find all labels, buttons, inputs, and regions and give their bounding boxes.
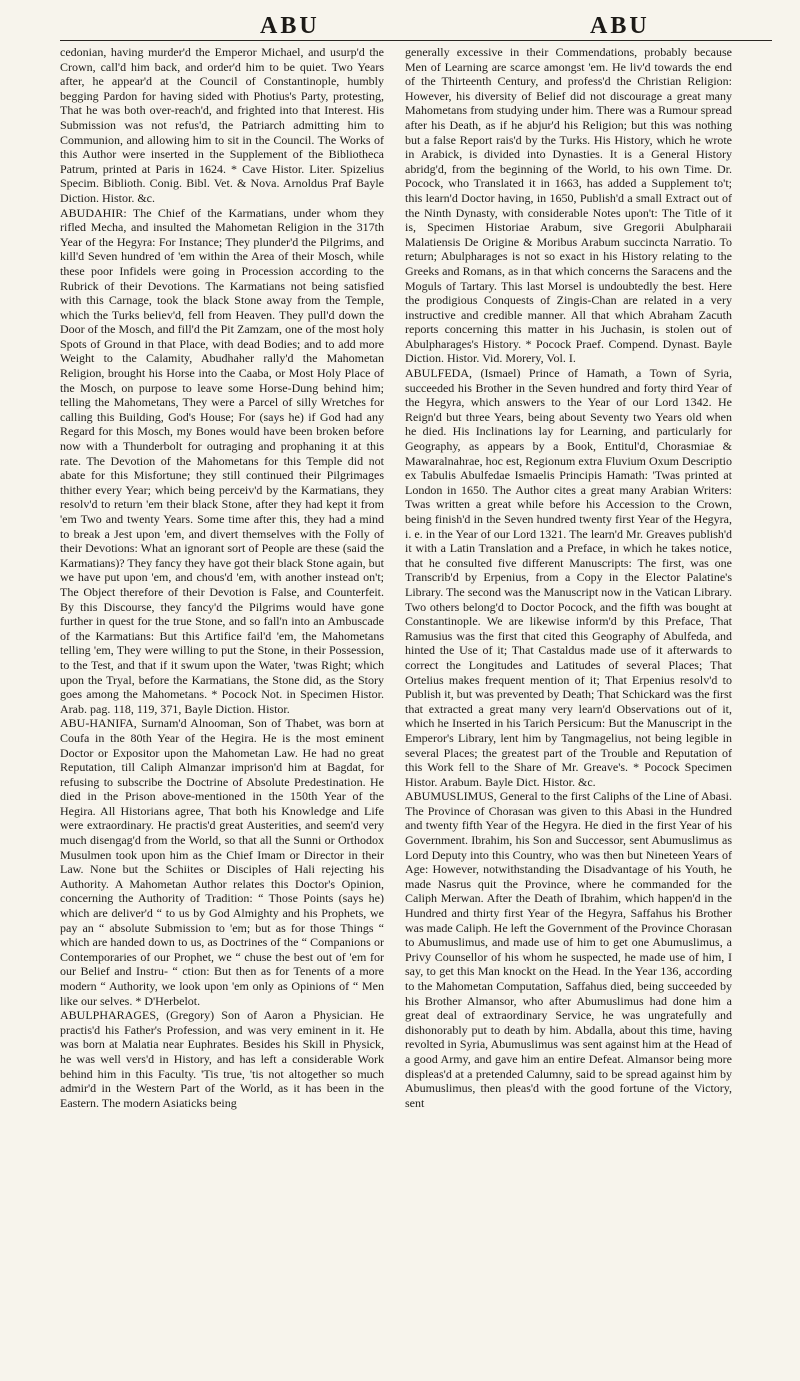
running-header (60, 10, 772, 41)
right-column (405, 45, 732, 1370)
paragraph-abuda-continuation: cedonian, having murder'd the Emperor Michael, and usurp'd the Crown, call'd him back, and order'd him to be quiet. Two Years after, he appear'd at the Council of Constantinople, humbly begging Pardon for having sided with Photius's Party, protesting, That he was both over-reach'd, and frighted into that Interest. His Submission was not refus'd, the Patriarch admitting him to Communion, and allowing him to sit in the Council. The Works of this Author were inserted in the Supplement of the Bibliotheca Patrum, printed at Paris in 1624. * Cave Histor. Liter. Spizelius Specim. Biblioth. Conig. Bibl. Vet. & Nova. Arnoldus Praf Bayle Diction. Histor. &c. (60, 45, 384, 205)
paragraph-abulfeda: ABULFEDA, (Ismael) Prince of Hamath, a Town of Syria, succeeded his Brother in the Seven hundred and forty third Year of the Hegyra, which answers to the Year of our Lord 1342. He Reign'd but three Years, being about Seventy two Years old when he died. His Inclinations lay for Learning, and particularly for Geography, as appears by a Book, Entitul'd, Chorasmiae & Mawaralnahrae, hoc est, Regionum extra Fluvium Oxum Descriptio ex Tabulis Abulfedae Ismaelis Principis Hamath: 'Twas printed at London in 1650. The Author cites a great many Arabian Writers: Twas written a great while before his Accession to the Crown, being finish'd in the Seven hundred twenty first Year of the Hegyra, i. e. in the Year of our Lord 1321. The learn'd Mr. Greaves publish'd it with a Latin Translation and a Preface, in which he takes notice, that he consulted five different Manuscripts: The first, was one Transcrib'd by Erpenius, from a Copy in the Elector Palatine's Library. The second was the Manuscript now in the Vatican Library. Two others belong'd to Doctor Pocock, and the fifth was bought at Constantinople. We are likewise inform'd by this Preface, That Ramusius was the first that cited this Geography of Abulfeda, and hinted the Use of it; That Castaldus made use of it afterwards to correct the Longitudes and Latitudes of several Places; That Ortelius makes frequent mention of it; That Erpenius resolv'd to Publish it, but was prevented by Death; That Schickard was the first that extracted a great many very learn'd Observations out of it, which he Inserted in his Tarich Persicum: But the Manuscript in the Emperor's Library, lent him by Tangmagelius, not being legible in several Places; the greatest part of the Trouble and Reputation of this Work fell to the Share of Mr. Greave's. * Pocock Specimen Histor. Arabum. Bayle Dict. Histor. &c. (405, 366, 732, 789)
left-column (60, 45, 384, 1370)
paragraph-abulpharages-continued: generally excessive in their Commendations, probably because Men of Learning are scarce amongst 'em. He liv'd towards the end of the Thirteenth Century, and profess'd the Christian Religion: However, his diversity of Belief did not discourage a great many Mahometans from studying under him. There was a Rumour spread after his Death, as if he abjur'd his Religion; but this was nothing but a false Report rais'd by the Turks. His History, which he wrote in Arabick, is divided into Dynasties. It is a General History abridg'd, from the beginning of the World, to his own Time. Dr. Pocock, who Translated it in 1663, has added a Supplement to't; this learn'd Doctor having, in 1650, Publish'd a small Extract out of the Ninth Dynasty, with considerable Notes upon't: The Title of it is, Specimen Historiae Arabum, sive Gregorii Abulpharaii Malatiensis De Origine & Moribus Arabum succincta Narratio. To return; Abulpharages is not so exact in his History relating to the Greeks and Romans, as in that which concerns the Saracens and the Moguls of Tartary. This last Morsel is undoubtedly the best. Here the prodigious Conquests of Zingis-Chan are related in a very instructive and credible manner. All that which Abraham Zacuth reports concerning this matter in his Juchasin, is stolen out of Abulpharages's History. * Pocock Praef. Compend. Dynast. Bayle Diction. Histor. Vid. Morery, Vol. I. (405, 45, 732, 366)
paragraph-abu-hanifa: ABU-HANIFA, Surnam'd Alnooman, Son of Thabet, was born at Coufa in the 80th Year of the Hegira. He is the most eminent Doctor or Expositor upon the Mahometan Law. He had no great Reputation, till Caliph Almanzar imprison'd him at Bagdat, for refusing to subscribe the Doctrine of Absolute Predestination. He died in the Prison above-mentioned in the 150th Year of the Hegira. All Historians agree, That both his Knowledge and Life were extraordinary. He practis'd great Austerities, and seem'd very much disengag'd from the World, so that all the Sunni or Orthodox Musulmen took upon him as the Chief Imam or Director in their Law. None but the Schiites or Disciples of Hali rejecting his Authority. A Mahometan Author relates this Doctor's Opinion, concerning the Authority of Tradition: “ Those Points (says he) which are deliver'd “ to us by God Almighty and his Prophets, we pay an “ absolute Submission to 'em; but as for those Things “ which are handed down to us, as Doctrines of the “ Companions or Contemporaries of our Prophet, we “ chuse the best out of 'em for our Belief and Instru- “ ction: But then as for Tenents of a more modern “ Authority, we look upon 'em only as Opinions of “ Men like our selves. * D'Herbelot. (60, 716, 384, 1008)
paragraph-abumuslimus: ABUMUSLIMUS, General to the first Caliphs of the Line of Abasi. The Province of Chorasan was given to this Abasi in the Hundred and twenty fifth Year of the Hegyra. He died in the first Year of his Government. Ibrahim, his Son and Successor, sent Abumuslimus as Lord Deputy into this Country, who was then but Nineteen Years of Age: However, notwithstanding the Disadvantage of his Youth, he made Nasrus quit the Province, where he commanded for the Caliph Merwan. After the Death of Ibrahim, which happen'd in the Hundred and thirty first Year of the Hegyra, Saffahus his Brother was made Caliph. He left the Government of the Province Chorasan to Abumuslimus, and made use of him to get one Abumuslimus, a Privy Counsellor of his whom he suspected, he made use of him, I say, to get this Man knockt on the Head. In the Year 136, according to the Mahometan Computation, Saffahus died, being succeeded by his Brother Almansor, who after Abumuslimus had done him a great deal of extraordinary Service, he was ungratefully and dishonorably put to death by him. Abdalla, about this time, having revolted in Syria, Abumuslimus was sent against him at the Head of a good Army, and gave him an entire Defeat. Almansor being more displeas'd at a pretended Calumny, said to be spread against him by Abumuslimus, then pleas'd with the good fortune of the Victory, sent (405, 789, 732, 1110)
header-word-left: ABU (260, 13, 320, 39)
paragraph-abudahir: ABUDAHIR: The Chief of the Karmatians, under whom they rifled Mecha, and insulted the Mahometan Religion in the 317th Year of the Hegyra: For Instance; They plunder'd the Pilgrims, and kill'd Seven hundred of 'em within the Area of their Mosch, while these poor Infidels were going in Procession according to the Rubrick of their Devotions. The Karmatians not being satisfied with this Carnage, took the black Stone away from the Temple, which the Turks believ'd, fell from Heaven. They pull'd down the Door of the Mosch, and fill'd the Pit Zamzam, one of the most holy Spots of Ground in that Place, with dead Bodies; and to add more Weight to the Calamity, Abudhaher rally'd the Mahometan Religion, brought his Horse into the Caaba, or Most Holy Place of the Mosch, on purpose to leave some Horse-Dung behind him; telling the Mahometans, They were a Parcel of silly Wretches for calling this Building, God's House; For (says he) if God had any Regard for this Mosch, my Bones would have been broken before now with a Thunderbolt for outraging and prophaning it at this rate. The Devotion of the Mahometans for this Temple did not abate for this Misfortune; they still continued their Pilgrimages thither every Year; which being perceiv'd by the Karmatians, they resolv'd to return 'em their black Stone, after they had kept it from 'em Two and twenty Years. Some time after this, they had a mind to break a Jest upon 'em, and divert themselves with the Folly of their Devotions: What an ignorant sort of People are these (said the Karmatians)? They fancy they have got their black Stone again, but we have put upon 'em, and chous'd 'em, with another instead on't; The Object therefore of their Devotion is False, and Counterfeit. By this Discourse, they fancy'd the Pilgrims would have gone further in quest for the true Stone, and so fall'n into an Ambuscade of the Karmatians: But this Artifice fail'd 'em, the Mahometans telling 'em, They were willing to put the Stone, in their Possession, to the Test, and that if it swum upon the Water, 'twas Right; which upon the Tryal, before the Karmatians, the Stone did, as the Story goes among the Mahometans. * Pocock Not. in Specimen Histor. Arab. pag. 118, 119, 371, Bayle Diction. Histor. (60, 205, 384, 716)
header-word-right: ABU (590, 13, 650, 39)
paragraph-abulpharages: ABULPHARAGES, (Gregory) Son of Aaron a Physician. He practis'd his Father's Profession, and was very eminent in it. He was born at Malatia near Euphrates. Besides his Skill in Physick, he was well vers'd in History, and has left a considerable Work behind him in this Faculty. 'Tis true, 'tis not altogether so much admir'd in the Western Part of the World, as it has been in the Eastern. The modern Asiaticks being (60, 1008, 384, 1110)
